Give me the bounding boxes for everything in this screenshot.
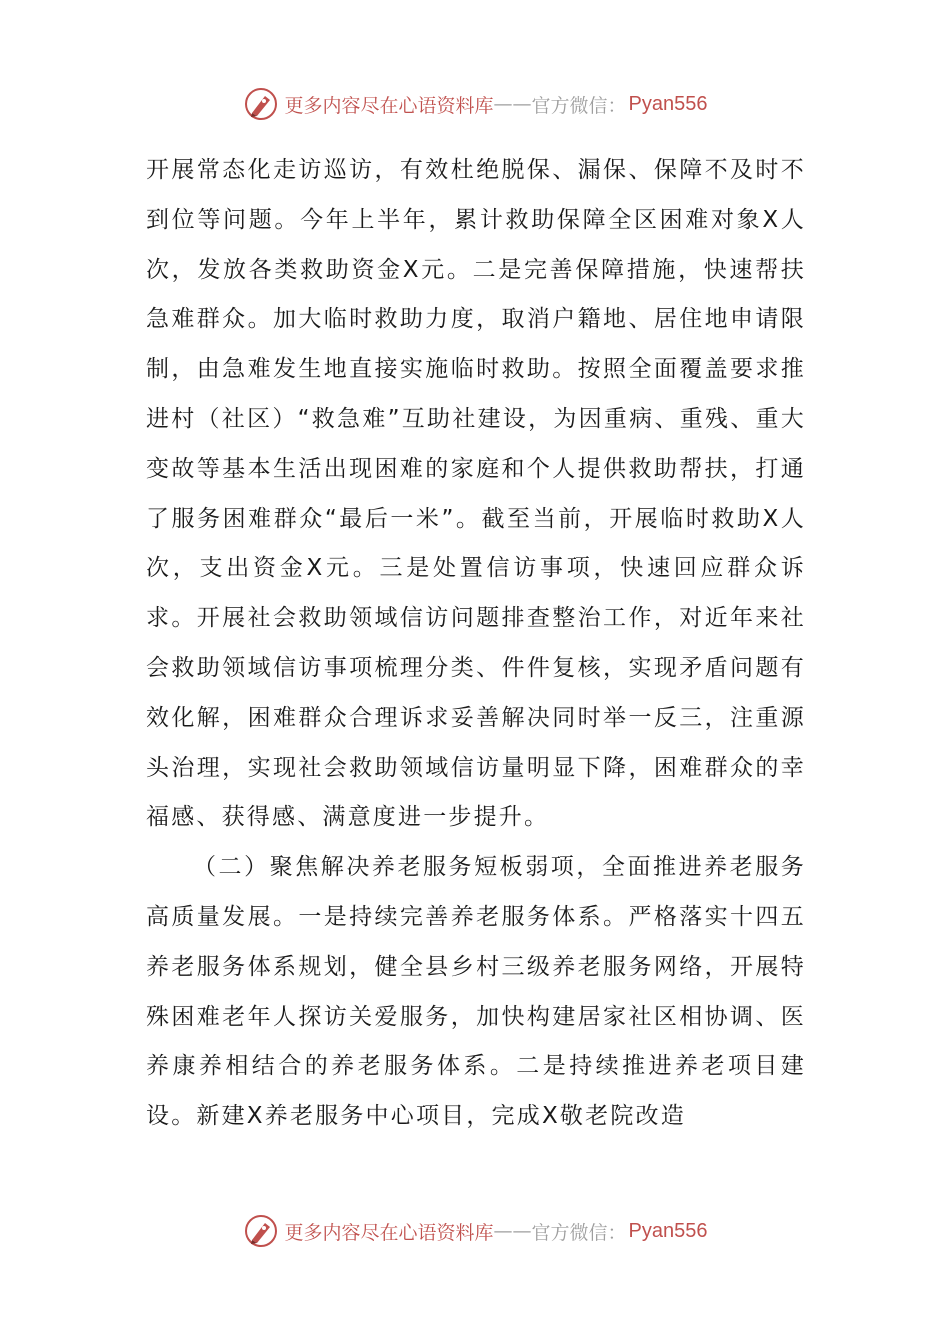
watermark-wechat-id: Pyan556 xyxy=(628,1219,708,1242)
watermark-wechat-label: 官方微信： xyxy=(531,1221,627,1244)
header-watermark xyxy=(0,84,950,124)
watermark-dash: —— xyxy=(493,1220,532,1242)
watermark-wechat-label: 官方微信： xyxy=(531,94,627,117)
paragraph-1: 开展常态化走访巡访，有效杜绝脱保、漏保、保障不及时不到位等问题。今年上半年，累计救助保障全区困难对象X人次，发放各类救助资金X元。二是完善保障措施，快速帮扶急难群众。加大临时救助力度，取消户籍地、居住地申请限制，由急难发生地直接实施临时救助。按照全面覆盖要求推进村（社区）“救急难”互助社建设，为因重病、重残、重大变故等基本生活出现困难的家庭和个人提供救助帮扶，打通了服务困难群众“最后一米”。截至当前，开展临时救助X人次，支出资金X元。三是处置信访事项，快速回应群众诉求。开展社会救助领域信访问题排查整治工作，对近年来社会救助领域信访事项梳理分类、件件复核，实现矛盾问题有效化解，困难群众合理诉求妥善解决同时举一反三，注重源头治理，实现社会救助领域信访量明显下降，困难群众的幸福感、获得感、满意度进一步提升。 xyxy=(146,157,806,831)
footer-watermark xyxy=(0,1211,950,1251)
watermark-brand: 更多内容尽在心语资料库 xyxy=(284,94,494,117)
watermark-wechat-id: Pyan556 xyxy=(628,92,708,115)
pen-nib-icon xyxy=(243,86,279,122)
watermark-brand: 更多内容尽在心语资料库 xyxy=(284,1221,494,1244)
watermark-dash: —— xyxy=(493,93,532,115)
paragraph-2: （二）聚焦解决养老服务短板弱项，全面推进养老服务高质量发展。一是持续完善养老服务体系。严格落实十四五养老服务体系规划，健全县乡村三级养老服务网络，开展特殊困难老年人探访关爱服务，加快构建居家社区相协调、医养康养相结合的养老服务体系。二是持续推进养老项目建设。新建X养老服务中心项目，完成X敬老院改造 xyxy=(146,854,806,1130)
document-body xyxy=(146,146,806,1142)
pen-nib-icon xyxy=(243,1213,279,1249)
